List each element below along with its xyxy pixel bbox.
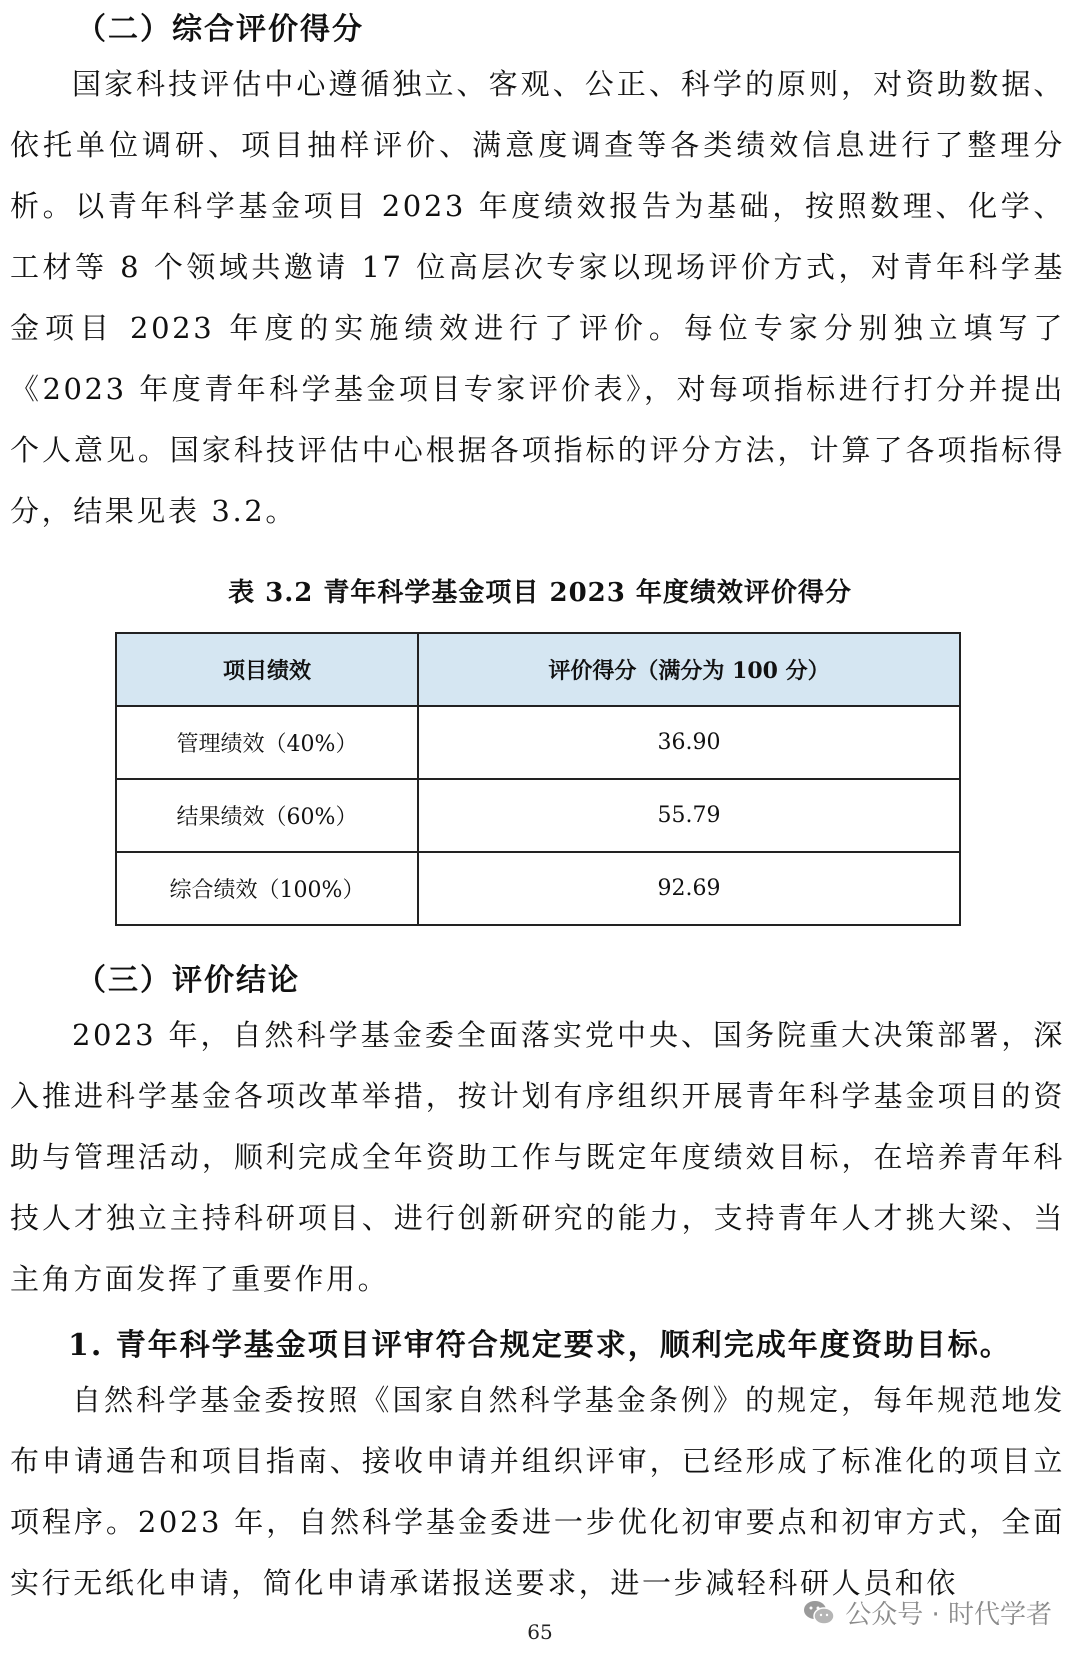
section-paragraph-review-process: 自然科学基金委按照《国家自然科学基金条例》的规定，每年规范地发布申请通告和项目指南、接收申请并组织评审，已经形成了标准化的项目立项程序。2023 年，自然科学基金委进一步优化初审要点和初审方式，全面实行无纸化申请，简化申请承诺报送要求，进一步减轻科研人员和依: [10, 1383, 1065, 1600]
table-cell-score: 55.79: [418, 779, 960, 852]
table-cell-category: 管理绩效（40%）: [116, 706, 418, 779]
table-header-row: [116, 633, 960, 706]
table-cell-category: 结果绩效（60%）: [116, 779, 418, 852]
watermark-text: 公众号 · 时代学者: [845, 1600, 1052, 1630]
table-header-cell: 项目绩效: [116, 633, 418, 706]
section-paragraph-conclusion: 2023 年，自然科学基金委全面落实党中央、国务院重大决策部署，深入推进科学基金各项改革举措，按计划有序组织开展青年科学基金项目的资助与管理活动，顺利完成全年资助工作与既定年度绩效目标，在培养青年科技人才独立主持科研项目、进行创新研究的能力，支持青年人才挑大梁、当主角方面发挥了重要作用。: [10, 1018, 1065, 1296]
table-row: [116, 706, 960, 779]
page-number: 65: [527, 1620, 553, 1644]
table-caption: 表 3.2 青年科学基金项目 2023 年度绩效评价得分: [228, 578, 852, 608]
performance-score-table: [115, 632, 961, 926]
table-cell-score: 36.90: [418, 706, 960, 779]
table-row: [116, 779, 960, 852]
table-cell-score: 92.69: [418, 852, 960, 925]
section-heading-comprehensive-score: （二）综合评价得分: [76, 12, 364, 47]
table-row: [116, 852, 960, 925]
section-heading-conclusion: （三）评价结论: [76, 963, 300, 998]
table-cell-category: 综合绩效（100%）: [116, 852, 418, 925]
subsection-heading-review-compliance: 1. 青年科学基金项目评审符合规定要求，顺利完成年度资助目标。: [68, 1328, 1012, 1363]
section-paragraph-evaluation-method: 国家科技评估中心遵循独立、客观、公正、科学的原则，对资助数据、依托单位调研、项目抽样评价、满意度调查等各类绩效信息进行了整理分析。以青年科学基金项目 2023 年度绩效报告为基础，按照数理、化学、工材等 8 个领域共邀请 17 位高层次专家以现场评价方式，对青年科学基金项目 2023 年度的实施绩效进行了评价。每位专家分别独立填写了《2023 年度青年科学基金项目专家评价表》，对每项指标进行打分并提出个人意见。国家科技评估中心根据各项指标的评分方法，计算了各项指标得分，结果见表 3.2。: [10, 67, 1065, 528]
table-header-cell: 评价得分（满分为 100 分）: [418, 633, 960, 706]
